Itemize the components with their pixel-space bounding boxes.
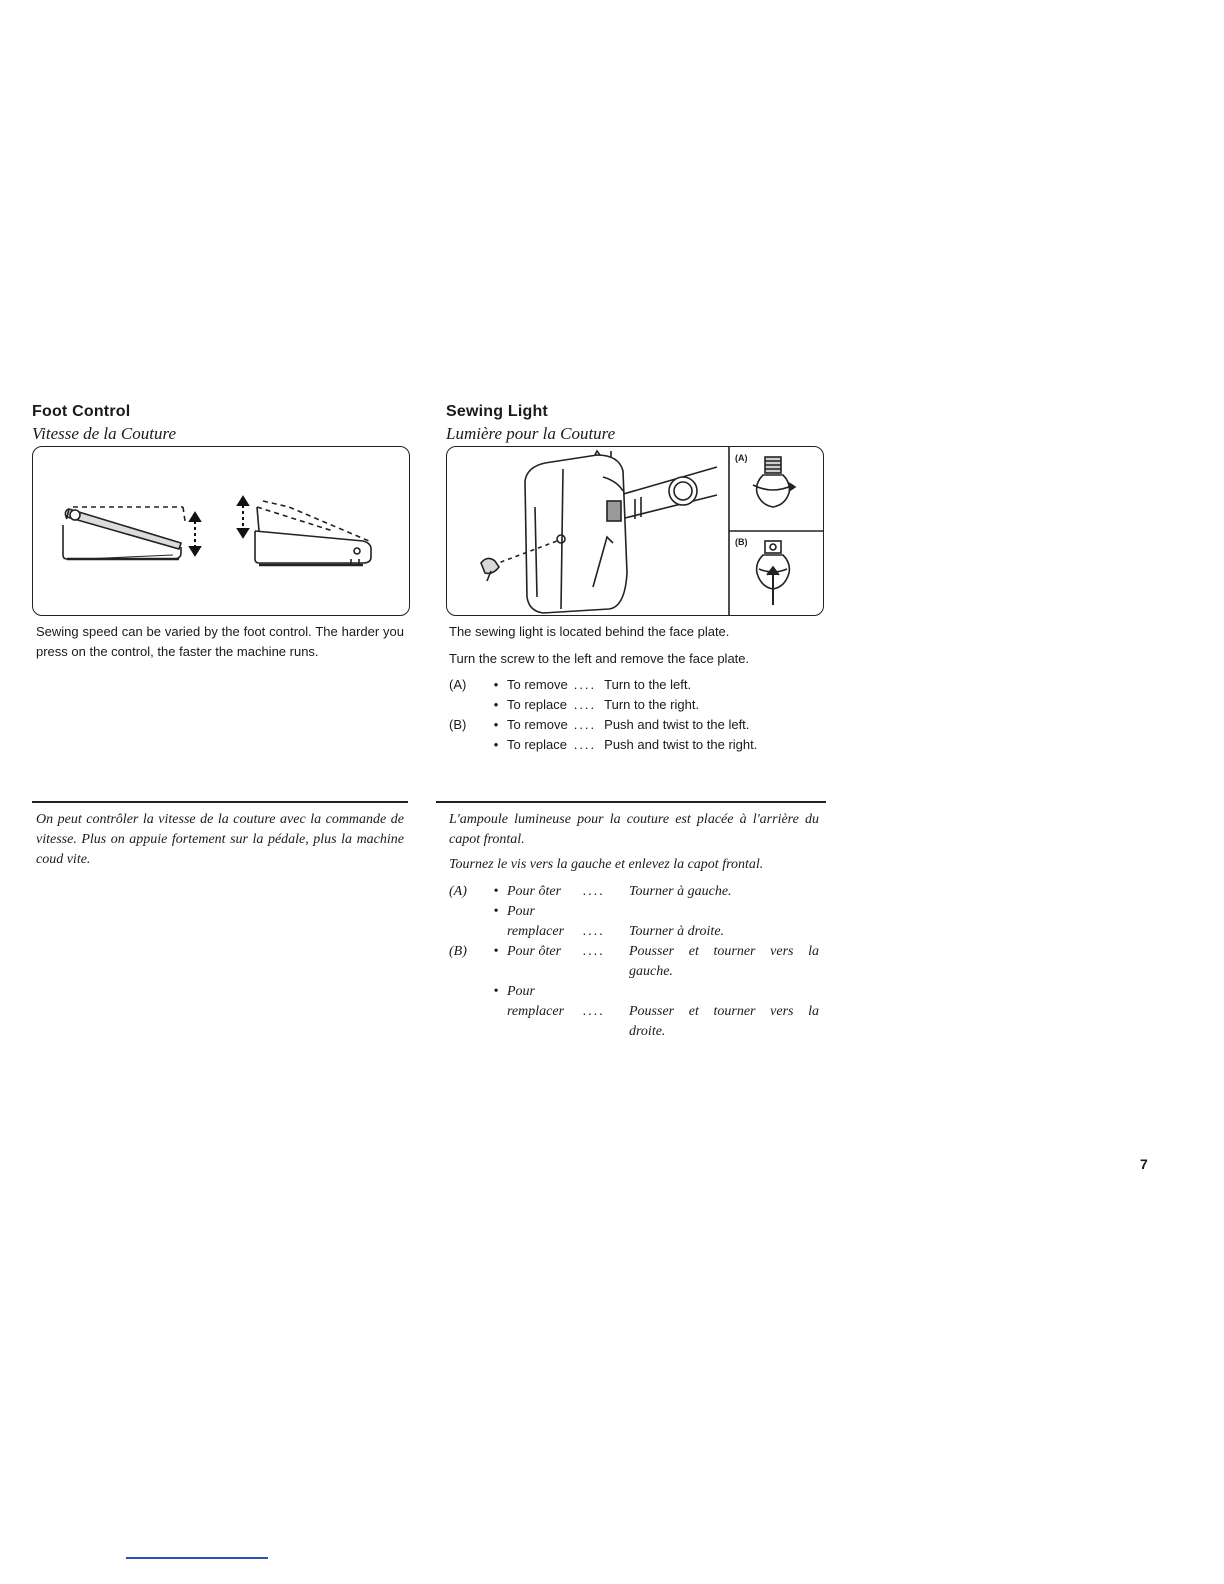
sewing-light-steps-en <box>449 675 757 755</box>
step-tag <box>449 982 485 1002</box>
foot-control-body-en: Sewing speed can be varied by the foot control. The harder you press on the control, the faster the machine runs. <box>36 624 404 659</box>
step-dots: .... <box>583 884 605 899</box>
step-row-cont <box>449 962 821 982</box>
bullet-icon: • <box>493 697 499 712</box>
step-row <box>449 675 757 695</box>
step-tag: (B) <box>449 944 467 959</box>
step-action: Pour <box>507 984 535 999</box>
foot-control-body-fr: On peut contrôler la vitesse de la couture avec la commande de vitesse. Plus on appuie fortement sur la pédale, plus la machine coud vite. <box>36 812 404 867</box>
step-row-cont <box>449 1022 821 1042</box>
sewing-light-intro-fr-2: Tournez le vis vers la gauche et enlevez la capot frontal. <box>449 857 764 872</box>
step-result: Turn to the left. <box>604 677 692 692</box>
sewing-light-figure <box>446 446 824 616</box>
step-action: remplacer <box>507 924 565 939</box>
step-result: Pousser et tourner vers la <box>629 1004 819 1019</box>
sewing-light-intro-1: The sewing light is located behind the face plate. <box>449 624 730 639</box>
step-tag <box>449 735 485 755</box>
step-row-cont <box>449 922 821 942</box>
bullet-icon: • <box>493 737 499 752</box>
step-action: To remove <box>507 717 568 732</box>
step-dots: .... <box>573 737 597 752</box>
step-row <box>449 902 821 922</box>
step-dots: .... <box>573 697 597 712</box>
step-dots: .... <box>583 944 605 959</box>
bullet-icon: • <box>493 677 499 692</box>
bullet-icon: • <box>493 717 499 732</box>
sewing-light-steps-fr <box>449 882 821 1042</box>
step-action: Pour ôter <box>507 944 562 959</box>
step-dots: .... <box>583 924 605 939</box>
step-row <box>449 982 821 1002</box>
sewing-light-title-fr: Lumière pour la Couture <box>446 424 616 443</box>
step-dots: .... <box>583 1004 605 1019</box>
step-result-cont: droite. <box>629 1024 666 1039</box>
step-dots: .... <box>573 717 597 732</box>
foot-control-figure <box>32 446 410 616</box>
step-action: To replace <box>507 737 567 752</box>
step-tag <box>449 902 485 922</box>
step-row-cont <box>449 1002 821 1022</box>
step-row <box>449 942 821 962</box>
step-tag: (B) <box>449 717 467 732</box>
bullet-icon: • <box>493 884 499 899</box>
sewing-light-title: Sewing Light <box>446 403 548 420</box>
step-result: Turn to the right. <box>604 697 700 712</box>
label-a: (A) <box>735 453 748 463</box>
step-action: To remove <box>507 677 568 692</box>
divider-right <box>436 801 826 803</box>
step-action: Pour <box>507 904 535 919</box>
foot-control-title: Foot Control <box>32 403 131 420</box>
step-result-cont: gauche. <box>629 964 673 979</box>
step-action: To replace <box>507 697 567 712</box>
sewing-light-intro-2: Turn the screw to the left and remove the face plate. <box>449 651 750 666</box>
foot-pedal-illustration <box>33 447 409 615</box>
bullet-icon: • <box>493 904 499 919</box>
face-plate-illustration <box>447 447 823 615</box>
page-number: 7 <box>1140 1156 1148 1172</box>
step-action: remplacer <box>507 1004 565 1019</box>
step-row <box>449 882 821 902</box>
bullet-icon: • <box>493 984 499 999</box>
bullet-icon: • <box>493 944 499 959</box>
step-row <box>449 735 757 755</box>
step-row <box>449 715 757 735</box>
step-result: Push and twist to the right. <box>604 737 758 752</box>
step-tag: (A) <box>449 677 467 692</box>
step-result: Pousser et tourner vers la <box>629 944 819 959</box>
step-row <box>449 695 757 715</box>
step-result: Tourner à gauche. <box>629 884 732 899</box>
foot-control-title-fr: Vitesse de la Couture <box>32 424 177 443</box>
step-action: Pour ôter <box>507 884 562 899</box>
bottom-rule <box>126 1557 268 1559</box>
divider-left <box>32 801 408 803</box>
step-result: Push and twist to the left. <box>604 717 750 732</box>
label-b: (B) <box>735 537 748 547</box>
step-result: Tourner à droite. <box>629 924 725 939</box>
sewing-light-intro-fr-1: L'ampoule lumineuse pour la couture est placée à l'arrière du capot frontal. <box>449 812 819 847</box>
step-tag <box>449 695 485 715</box>
step-dots: .... <box>573 677 597 692</box>
step-tag: (A) <box>449 884 467 899</box>
